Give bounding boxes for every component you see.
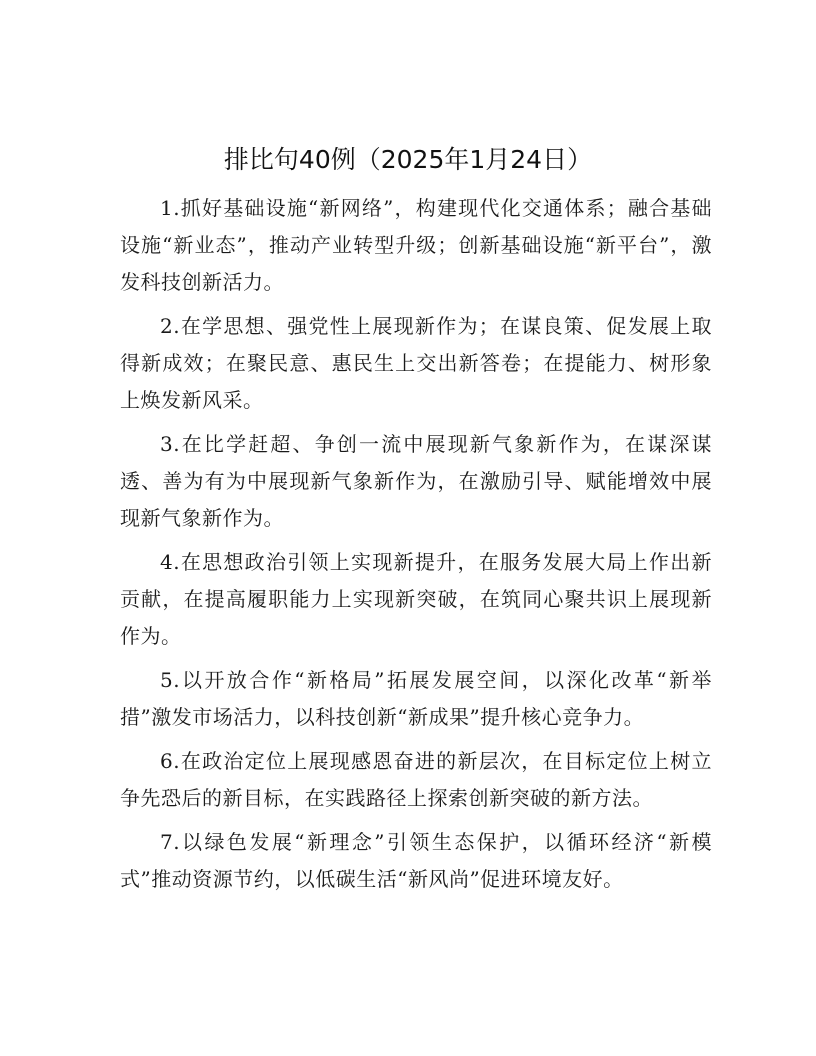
paragraph-2: 2.在学思想、强党性上展现新作为；在谋良策、促发展上取得新成效；在聚民意、惠民生上交出新答卷；在提能力、树形象上焕发新风采。	[120, 314, 712, 412]
paragraph-1: 1.抓好基础设施“新网络”，构建现代化交通体系；融合基础设施“新业态”，推动产业转型升级；创新基础设施“新平台”，激发科技创新活力。	[120, 196, 712, 294]
document-body	[120, 190, 712, 905]
paragraph-3: 3.在比学赶超、争创一流中展现新气象新作为，在谋深谋透、善为有为中展现新气象新作为，在激励引导、赋能增效中展现新气象新作为。	[120, 432, 712, 530]
paragraph-6: 6.在政治定位上展现感恩奋进的新层次，在目标定位上树立争先恐后的新目标，在实践路径上探索创新突破的新方法。	[120, 749, 712, 810]
document-title: 排比句40例（2025年1月24日）	[223, 145, 593, 174]
paragraph-7: 7.以绿色发展“新理念”引领生态保护，以循环经济“新模式”推动资源节约，以低碳生活“新风尚”促进环境友好。	[120, 830, 712, 891]
paragraph-4: 4.在思想政治引领上实现新提升，在服务发展大局上作出新贡献，在提高履职能力上实现新突破，在筑同心聚共识上展现新作为。	[120, 550, 712, 648]
paragraph-5: 5.以开放合作“新格局”拓展发展空间，以深化改革“新举措”激发市场活力，以科技创新“新成果”提升核心竞争力。	[120, 668, 712, 729]
